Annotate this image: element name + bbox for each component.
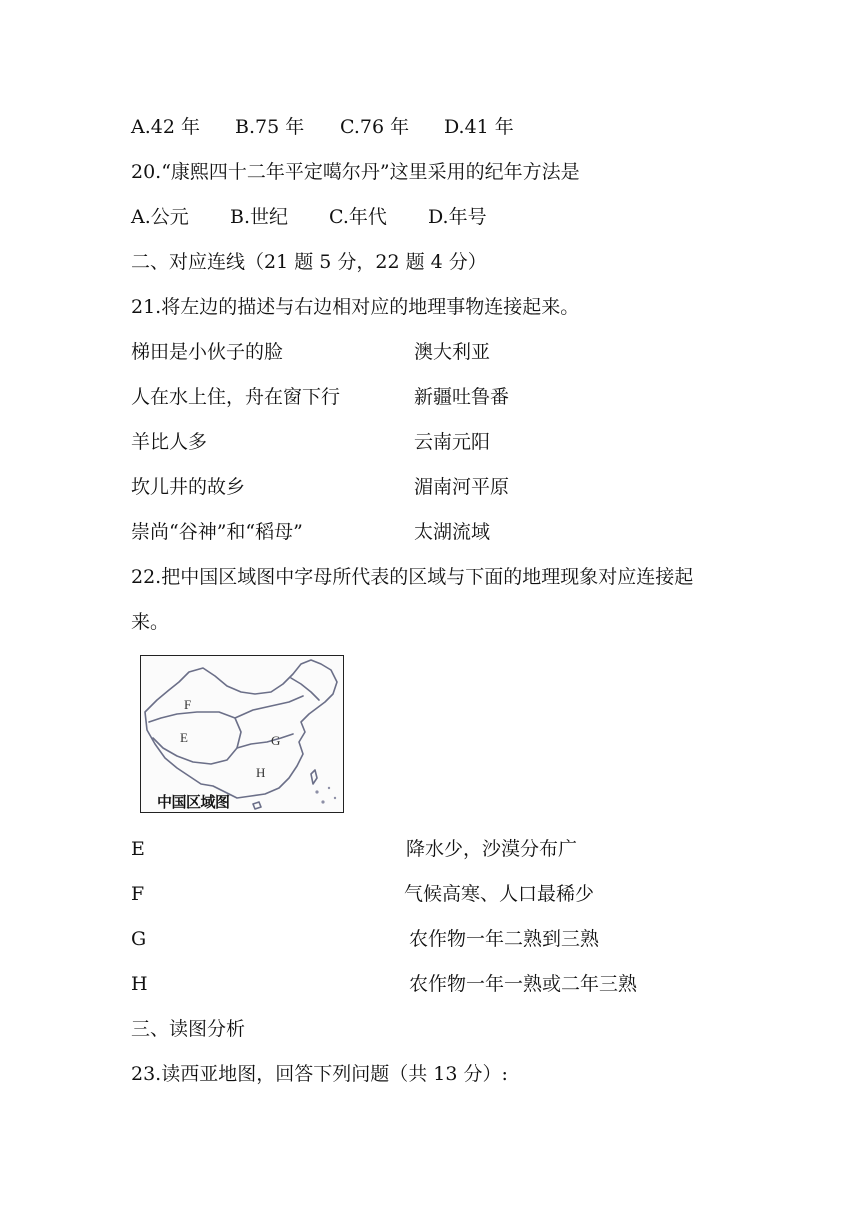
q19-option-b: B.75 年 (235, 116, 305, 138)
map-label-e: E (180, 730, 188, 745)
q20-stem: 20.“康熙四十二年平定噶尔丹”这里采用的纪年方法是 (131, 161, 580, 183)
q22-stem-line2: 来。 (131, 611, 170, 633)
taiwan-island (311, 770, 317, 784)
q22-left-item: E (131, 838, 145, 860)
q23-stem: 23.读西亚地图，回答下列问题（共 13 分）: (131, 1063, 508, 1085)
q19-option-c: C.76 年 (340, 116, 410, 138)
hainan-island (253, 802, 261, 809)
section3-title: 三、读图分析 (131, 1018, 246, 1040)
q21-right-item: 太湖流域 (414, 521, 491, 543)
q22-left-item: F (131, 883, 145, 905)
region-g-h-boundary (237, 734, 293, 748)
q21-left-item: 羊比人多 (131, 431, 208, 453)
q22-right-item: 降水少，沙漠分布广 (406, 838, 578, 860)
northeast-outline (291, 678, 319, 700)
q20-option-c: C.年代 (329, 206, 387, 228)
q20-options (131, 208, 487, 227)
q19-option-d: D.41 年 (444, 116, 514, 138)
q22-left-item: H (131, 973, 148, 995)
q20-option-a: A.公元 (131, 206, 189, 228)
q21-stem: 21.将左边的描述与右边相对应的地理事物连接起来。 (131, 296, 580, 318)
q19-options (131, 118, 514, 137)
map-label-g: G (271, 733, 281, 748)
map-label-f: F (184, 697, 192, 712)
q21-right-item: 澳大利亚 (414, 341, 491, 363)
q21-left-item: 人在水上住，舟在窗下行 (131, 386, 341, 408)
map-label-h: H (256, 765, 266, 780)
q21-left-item: 崇尚“谷神”和“稻母” (131, 521, 303, 543)
section2-title: 二、对应连线（21 题 5 分，22 题 4 分） (131, 251, 487, 273)
china-region-map (140, 655, 344, 813)
q21-right-item: 云南元阳 (414, 431, 491, 453)
q22-left-item: G (131, 928, 147, 950)
q21-left-item: 梯田是小伙子的脸 (131, 341, 284, 363)
china-outline-drawing (141, 656, 342, 811)
q22-right-item: 农作物一年一熟或二年三熟 (409, 973, 638, 995)
q20-option-d: D.年号 (428, 206, 487, 228)
q21-right-item: 新疆吐鲁番 (414, 386, 510, 408)
q20-option-b: B.世纪 (230, 206, 289, 228)
region-f-boundary (235, 696, 303, 718)
q22-right-item: 农作物一年二熟到三熟 (409, 928, 600, 950)
map-caption: 中国区域图 (157, 793, 230, 811)
q21-right-item: 湄南河平原 (414, 476, 510, 498)
china-border-path (145, 660, 337, 798)
q19-option-a: A.42 年 (131, 116, 200, 138)
q22-stem-line1: 22.把中国区域图中字母所代表的区域与下面的地理现象对应连接起 (131, 566, 694, 588)
q22-right-item: 气候高寒、人口最稀少 (404, 883, 595, 905)
q21-left-item: 坎儿井的故乡 (131, 476, 246, 498)
